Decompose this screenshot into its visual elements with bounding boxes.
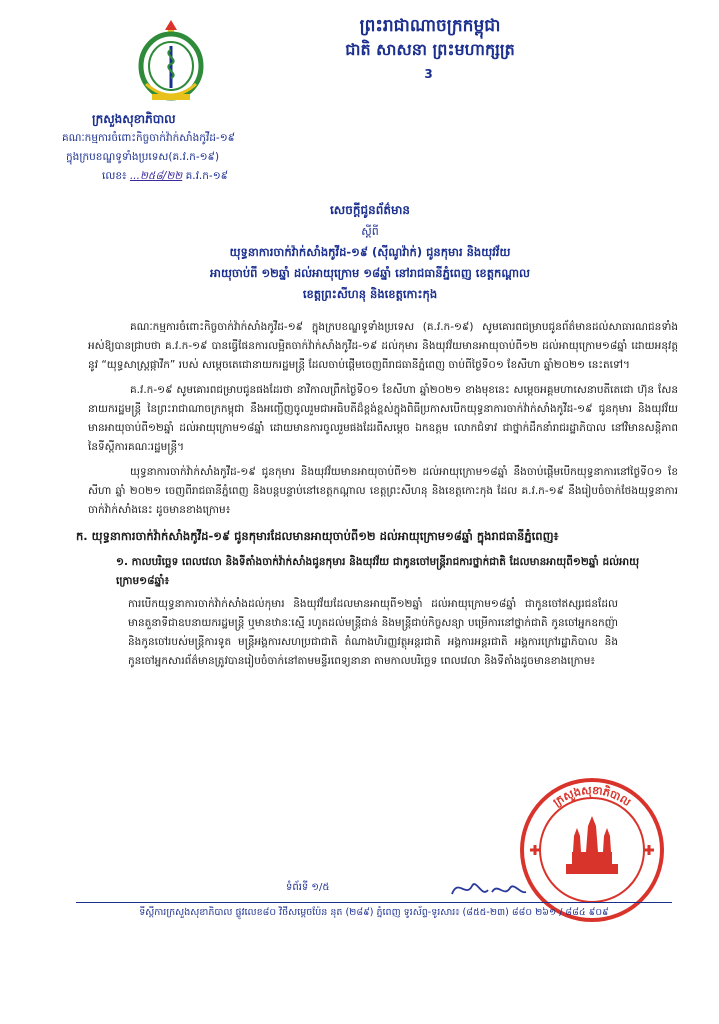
ornament-symbol: 3 <box>424 67 436 81</box>
committee-name: គណៈកម្មការចំពោះកិច្ចចាក់វ៉ាក់សាំងកូវីដ-១៩ <box>62 132 236 144</box>
ministry-block <box>62 110 362 186</box>
kingdom-header <box>250 14 610 86</box>
document-type: សេចក្ដីជូនព័ត៌មាន <box>330 203 410 217</box>
ministry-logo <box>132 14 210 106</box>
title-line-3: ខេត្តព្រះសីហនុ និងខេត្តកោះកុង <box>302 287 438 301</box>
section-a-heading: ក. យុទ្ធនាការចាក់វ៉ាក់សាំងកូវីដ-១៩ ជូនកុមារដែលមានអាយុចាប់ពី១២ ដល់អាយុក្រោម១៨ឆ្នាំ ក្នុងរាជធានីភ្នំពេញ៖ <box>76 529 559 543</box>
stamp-text: ក្រសួងសុខាភិបាល <box>550 783 634 809</box>
paragraph-2: គ.វ.ក-១៩ សូមគោរពជម្រាបជូនផងដែរថា នាវិកាលព្រឹកថ្ងៃទី០១ ខែសីហា ឆ្នាំ២០២១ ខាងមុខនេះ សម្ដេចអគ្គមហាសេនាបតីតេជោ ហ៊ុន សែន នាយករដ្ឋមន្ត្រី នៃព្រះរាជាណាចក្រកម្ពុជា នឹងអញ្ជើញចូលរួមជាអធិបតីដ៏ខ្ពង់ខ្ពស់ក្នុងពិធីប្រកាសបើកយុទ្ធនាការចាក់វ៉ាក់សាំងកូវីដ-១៩ ជូនកុមារ និងយុវវ័យមានអាយុចាប់ពី១២ឆ្នាំ ដល់អាយុក្រោម១៨ឆ្នាំ ដោយមានការចូលរួមផងដែរពីសម្ដេច ឯកឧត្ដម លោកជំទាវ ជាថ្នាក់ដឹកនាំរាជរដ្ឋាភិបាល នៅវិមានសន្តិភាព នៃទីស្ដីការគណៈរដ្ឋមន្ត្រី។ <box>88 384 678 453</box>
ministry-name: ក្រសួងសុខាភិបាល <box>92 112 176 126</box>
subsection-1-text: ការបើកយុទ្ធនាការចាក់វ៉ាក់សាំងដល់កុមារ និងយុវវ័យដែលមានអាយុពី១២ឆ្នាំ ដល់អាយុក្រោម១៨ឆ្នាំ ជាកូនចៅឥស្សរជនដែលមានតួនាទីជាឧបនាយករដ្ឋមន្ត្រី ឬមានឋានៈស្មើ រហូតដល់មន្ត្រីជាន់ និងមន្ត្រីជាប់កិច្ចសន្យា បម្រើការនៅថ្នាក់ជាតិ កូនចៅអ្នកឧកញ៉ា និងកូនចៅរបស់មន្ត្រីការទូត មន្ត្រីអង្គការសហប្រជាជាតិ តំណាងហិរញ្ញវត្ថុអន្តរជាតិ អង្គការអន្តរជាតិ អង្គការក្រៅរដ្ឋាភិបាល និងកូនចៅអ្នកសារព័ត៌មានត្រូវបានរៀបចំចាក់នៅតាមមន្ទីរពេទ្យនានា តាមកាលបរិច្ឆេទ ពេលវេលា និងទីតាំងដូចមានខាងក្រោម៖ <box>128 598 618 667</box>
kingdom-name: ព្រះរាជាណាចក្រកម្ពុជា <box>359 16 501 36</box>
document-title <box>150 200 590 305</box>
title-about: ស្ដីពី <box>361 225 379 238</box>
subsection-1-heading: ១. កាលបរិច្ឆេទ ពេលវេលា និងទីតាំងចាក់វ៉ាក់សាំងជូនកុមារ និងយុវវ័យ ជាកូនចៅមន្ត្រីរាជការថ្នាក់ជាតិ ដែលមានអាយុពី១២ឆ្នាំ ដល់អាយុក្រោម១៨ឆ្នាំ៖ <box>116 556 640 587</box>
footer-divider <box>76 902 672 903</box>
committee-framework: ក្នុងក្របខណ្ឌទូទាំងប្រទេស(គ.វ.ក-១៩) <box>66 151 220 163</box>
reference-value: ...២៥៨/២២ <box>129 170 183 182</box>
reference-number <box>62 167 362 186</box>
angkor-wat-emblem <box>566 816 618 874</box>
document-body <box>76 318 678 671</box>
footer-address: ទីស្ដីការក្រសួងសុខាភិបាល ផ្លូវលេខ៨០ វិថីសម្ដេចប៉ែន នុត (២៨៩) ភ្នំពេញ ទូរស័ព្ទ-ទូរសារ៖ (៨៥៥-២៣) ៨៨០ ២៦១ / ៨៨៤ ៩០៩ <box>139 907 609 918</box>
reference-label: លេខ៖ <box>102 170 127 182</box>
paragraph-3: យុទ្ធនាការចាក់វ៉ាក់សាំងកូវីដ-១៩ ជូនកុមារ និងយុវវ័យមានអាយុចាប់ពី១២ ដល់អាយុក្រោម១៨ឆ្នាំ នឹងចាប់ផ្ដើមបើកយុទ្ធនាការនៅថ្ងៃទី០១ ខែសីហា ឆ្នាំ ២០២១ ចេញពីរាជធានីភ្នំពេញ និងបន្តបន្ទាប់នៅខេត្តកណ្ដាល ខេត្តព្រះសីហនុ និងខេត្តកោះកុង ដែល គ.វ.ក-១៩ នឹងរៀបចំចាក់ថែងយុទ្ធនាការចាក់វ៉ាក់សាំងនេះ ដូចមានខាងក្រោម៖ <box>88 466 678 516</box>
header-ornament <box>250 62 610 86</box>
title-line-2: អាយុចាប់ពី ១២ឆ្នាំ ដល់អាយុក្រោម ១៨ឆ្នាំ នៅរាជធានីភ្នំពេញ ខេត្តកណ្ដាល <box>210 266 530 280</box>
reference-suffix: គ.វ.ក-១៩ <box>185 170 229 182</box>
title-line-1: យុទ្ធនាការចាក់វ៉ាក់សាំងកូវីដ-១៩ (ស៊ីណូវ៉ាក់) ជូនកុមារ និងយុវវ័យ <box>229 245 511 259</box>
paragraph-1: គណៈកម្មការចំពោះកិច្ចចាក់វ៉ាក់សាំងកូវីដ-១៩ ក្នុងក្របខណ្ឌទូទាំងប្រទេស (គ.វ.ក-១៩) សូមគោរពជម្រាបជូនព័ត៌មានដល់សាធារណជនទាំងអស់ឱ្យបានជ្រាបថា គ.វ.ក-១៩ បានធ្វើផែនការលម្អិតចាក់វ៉ាក់សាំងកូវីដ-១៩ ដល់កុមារ និងយុវវ័យមានអាយុចាប់ពី១២ ដល់អាយុក្រោម១៨ឆ្នាំ ដោយអនុវត្តនូវ “យុទ្ធសាស្ត្រផ្កាវីក” របស់ សម្ដេចតេជោនាយករដ្ឋមន្ត្រី ដែលចាប់ផ្ដើមចេញពីរាជធានីភ្នំពេញ ចាប់ពីថ្ងៃទី០១ ខែសីហា ឆ្នាំ២០២១ នេះតទៅ។ <box>88 321 678 371</box>
national-motto: ជាតិ សាសនា ព្រះមហាក្សត្រ <box>345 40 515 59</box>
page-number: ទំព័រទី ១/៥ <box>286 882 330 893</box>
